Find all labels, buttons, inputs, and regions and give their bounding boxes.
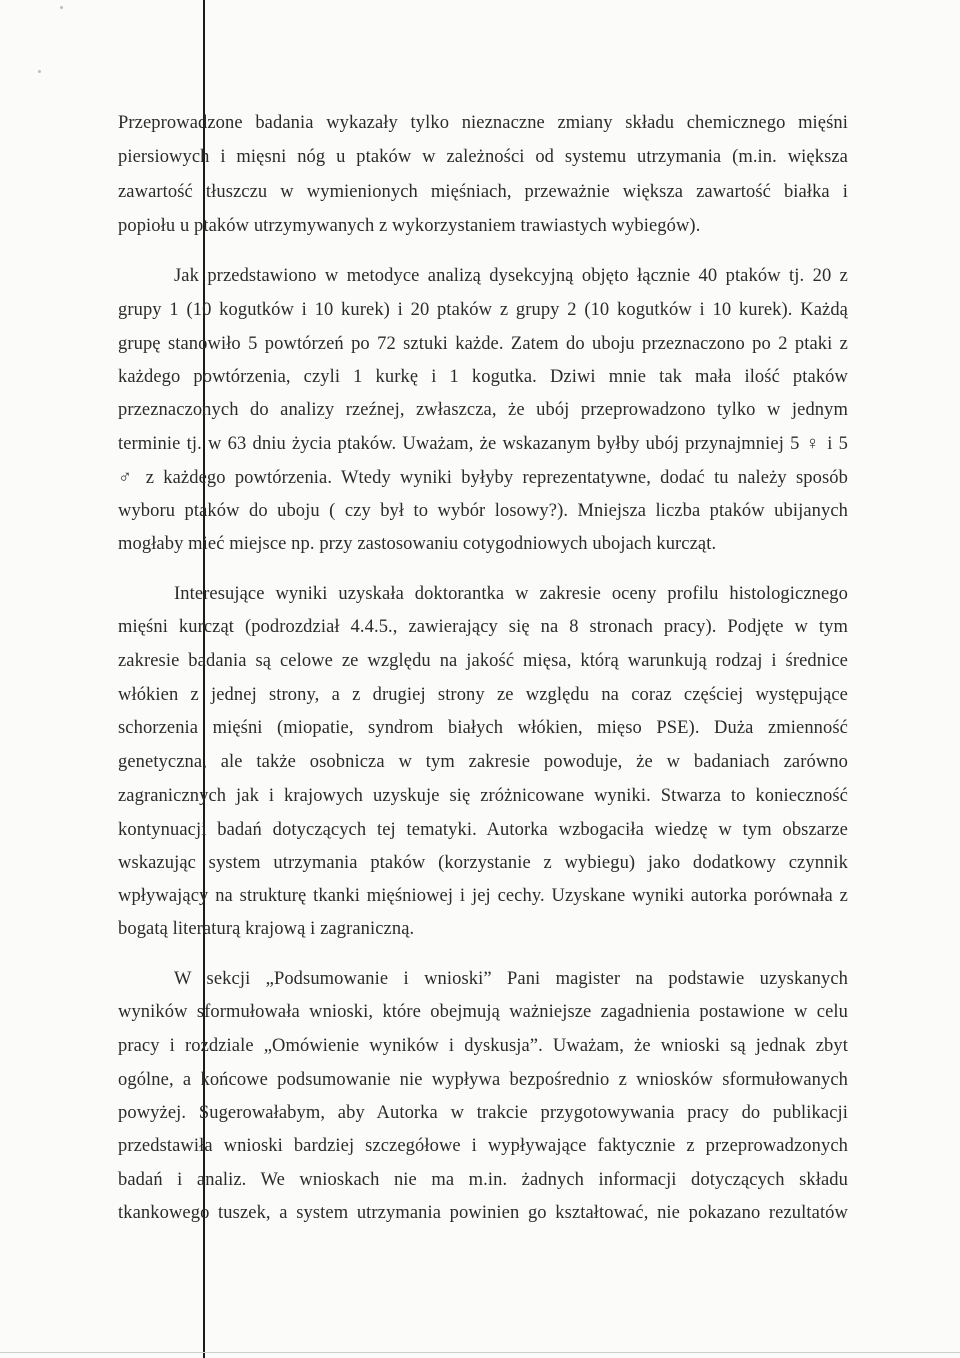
text-line: kontynuacji badań dotyczących tej tematyki. Autorka wzbogaciła wiedzę w tym obszarze [118, 820, 848, 840]
text-line: Przeprowadzone badania wykazały tylko nieznaczne zmiany składu chemicznego mięśni [118, 113, 848, 133]
text-line: grupę stanowiło 5 powtórzeń po 72 sztuki każde. Zatem do uboju przeznaczono po 2 ptaki z [118, 334, 848, 354]
text-line: schorzenia mięśni (miopatie, syndrom białych włókien, mięso PSE). Duża zmienność [118, 718, 848, 738]
text-line: ogólne, a końcowe podsumowanie nie wypływa bezpośrednio z wniosków sformułowanych [118, 1070, 848, 1090]
text-line: przedstawiła wnioski bardziej szczegółowe i wypływające faktycznie z przeprowadzonych [118, 1136, 848, 1156]
text-line: ♂ z każdego powtórzenia. Wtedy wyniki byłyby reprezentatywne, dodać tu należy sposób [118, 468, 848, 488]
text-line: bogatą literaturą krajową i zagraniczną. [118, 919, 415, 939]
text-line: mięśni kurcząt (podrozdział 4.4.5., zawierający się na 8 stronach pracy). Podjęte w tym [118, 617, 848, 637]
text-line: zagranicznych jak i krajowych uzyskuje się zróżnicowane wyniki. Stwarza to konieczność [118, 786, 848, 806]
text-line: mogłaby mieć miejsce np. przy zastosowaniu cotygodniowych ubojach kurcząt. [118, 534, 717, 554]
scan-speck [60, 6, 63, 9]
text-line: wyboru ptaków do uboju ( czy był to wybór losowy?). Mniejsza liczba ptaków ubijanych [118, 501, 848, 521]
text-line: grupy 1 (10 kogutków i 10 kurek) i 20 ptaków z grupy 2 (10 kogutków i 10 kurek). Każdą [118, 300, 848, 320]
text-line: pracy i rozdziale „Omówienie wyników i dyskusja”. Uważam, że wnioski są jednak zbyt [118, 1036, 848, 1056]
text-line: wpływający na strukturę tkanki mięśniowej i jej cechy. Uzyskane wyniki autorka porównała z [118, 886, 848, 906]
text-line: Interesujące wyniki uzyskała doktorantka w zakresie oceny profilu histologicznego [174, 584, 848, 604]
text-line: tkankowego tuszek, a system utrzymania powinien go kształtować, nie pokazano rezultatów [118, 1203, 848, 1223]
text-line: genetyczna, ale także osobnicza w tym zakresie powoduje, że w badaniach zarówno [118, 752, 848, 772]
text-line: badań i analiz. We wnioskach nie ma m.in. żadnych informacji dotyczących składu [118, 1170, 848, 1190]
text-line: włókien z jednej strony, a z drugiej strony ze względu na coraz częściej występujące [118, 685, 848, 705]
text-line: przeznaczonych do analizy rzeźnej, zwłaszcza, że ubój przeprowadzono tylko w jednym [118, 400, 848, 420]
text-line: popiołu u ptaków utrzymywanych z wykorzystaniem trawiastych wybiegów). [118, 216, 701, 236]
text-line: powyżej. Sugerowałabym, aby Autorka w trakcie przygotowywania pracy do publikacji [118, 1103, 848, 1123]
text-line: Jak przedstawiono w metodyce analizą dysekcyjną objęto łącznie 40 ptaków tj. 20 z [174, 266, 848, 286]
text-line: zakresie badania są celowe ze względu na jakość mięsa, którą warunkują rodzaj i średnice [118, 651, 848, 671]
text-line: wyników sformułowała wnioski, które obejmują ważniejsze zagadnienia postawione w celu [118, 1002, 848, 1022]
text-line: W sekcji „Podsumowanie i wnioski” Pani magister na podstawie uzyskanych [174, 969, 848, 989]
scan-speck [38, 70, 41, 73]
text-line: wskazując system utrzymania ptaków (korzystanie z wybiegu) jako dodatkowy czynnik [118, 853, 848, 873]
text-line: każdego powtórzenia, czyli 1 kurkę i 1 kogutka. Dziwi mnie tak mała ilość ptaków [118, 367, 848, 387]
page-bottom-edge [0, 1352, 960, 1353]
text-line: zawartość tłuszczu w wymienionych mięśniach, przeważnie większa zawartość białka i [118, 182, 848, 202]
text-line: piersiowych i mięsni nóg u ptaków w zależności od systemu utrzymania (m.in. większa [118, 147, 848, 167]
text-line: terminie tj. w 63 dniu życia ptaków. Uważam, że wskazanym byłby ubój przynajmniej 5 ♀ i 5 [118, 434, 848, 454]
